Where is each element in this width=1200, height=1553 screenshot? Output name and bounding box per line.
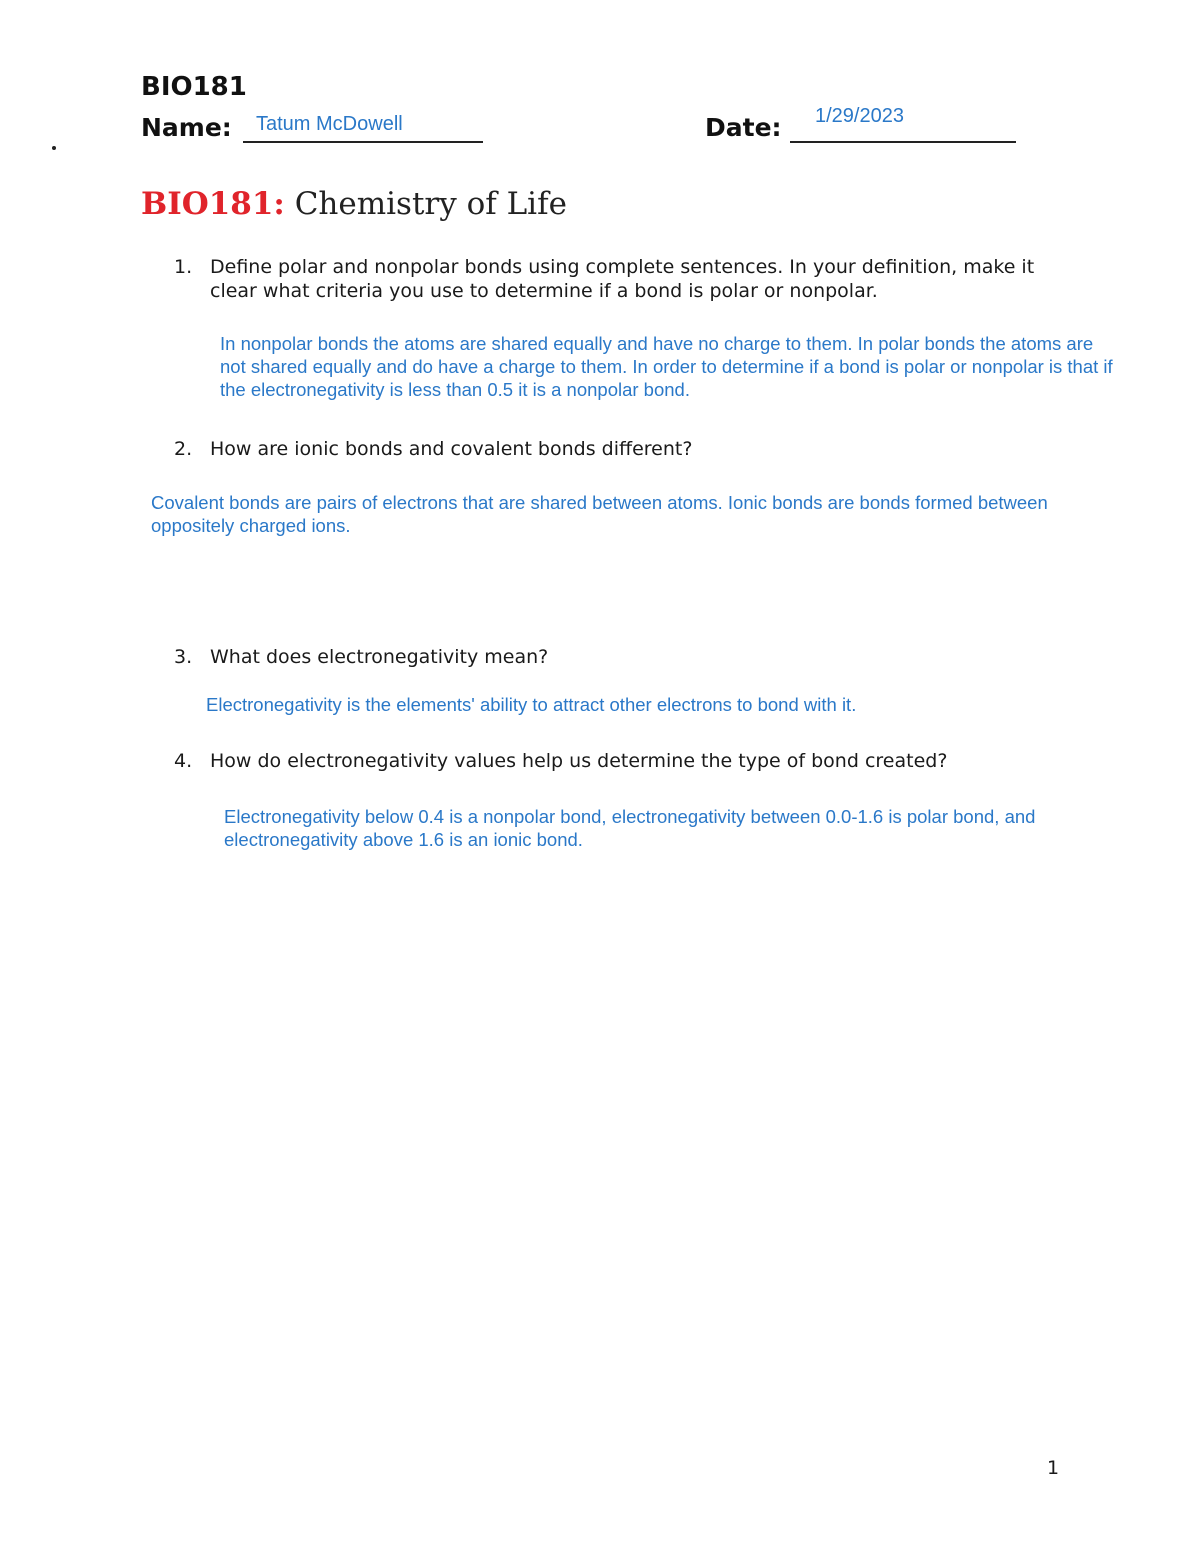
question-3 [174, 645, 1080, 669]
question-4 [174, 749, 1080, 773]
name-label: Name: [141, 113, 232, 142]
answer-4[interactable]: Electronegativity below 0.4 is a nonpolar bond, electronegativity between 0.0-1.6 is polar bond, and electronegativity above 1.6 is an ionic bond. [224, 806, 1036, 850]
question-number: 4. [174, 750, 193, 772]
question-2 [174, 437, 1080, 461]
title-course-prefix: BIO181: [141, 186, 285, 222]
page-number: 1 [1047, 1457, 1060, 1479]
name-underline [243, 141, 483, 143]
date-label: Date: [705, 113, 782, 142]
question-number: 2. [174, 438, 193, 460]
stray-dot-mark [52, 146, 56, 150]
date-underline [790, 141, 1016, 143]
title-text: Chemistry of Life [284, 186, 567, 222]
question-text: How do electronegativity values help us determine the type of bond created? [210, 750, 948, 772]
date-field[interactable]: 1/29/2023 [815, 105, 904, 127]
question-number: 1. [174, 256, 193, 278]
question-1 [174, 255, 1080, 303]
answer-1[interactable]: In nonpolar bonds the atoms are shared equally and have no charge to them. In polar bonds the atoms are not shared equally and do have a charge to them. In order to determine if a bond is polar or nonpolar is that if the electronegativity is less than 0.5 it is a nonpolar bond. [220, 333, 1113, 400]
question-number: 3. [174, 646, 193, 668]
question-text: What does electronegativity mean? [210, 646, 549, 668]
course-code: BIO181 [141, 72, 247, 102]
name-field[interactable]: Tatum McDowell [256, 113, 403, 135]
question-text: Define polar and nonpolar bonds using complete sentences. In your definition, make it clear what criteria you use to determine if a bond is polar or nonpolar. [210, 256, 1035, 302]
question-text: How are ionic bonds and covalent bonds different? [210, 438, 693, 460]
page-title [141, 186, 567, 222]
answer-2[interactable]: Covalent bonds are pairs of electrons that are shared between atoms. Ionic bonds are bonds formed between oppositely charged ions. [151, 492, 1048, 536]
answer-3[interactable]: Electronegativity is the elements' ability to attract other electrons to bond with it. [206, 694, 857, 715]
